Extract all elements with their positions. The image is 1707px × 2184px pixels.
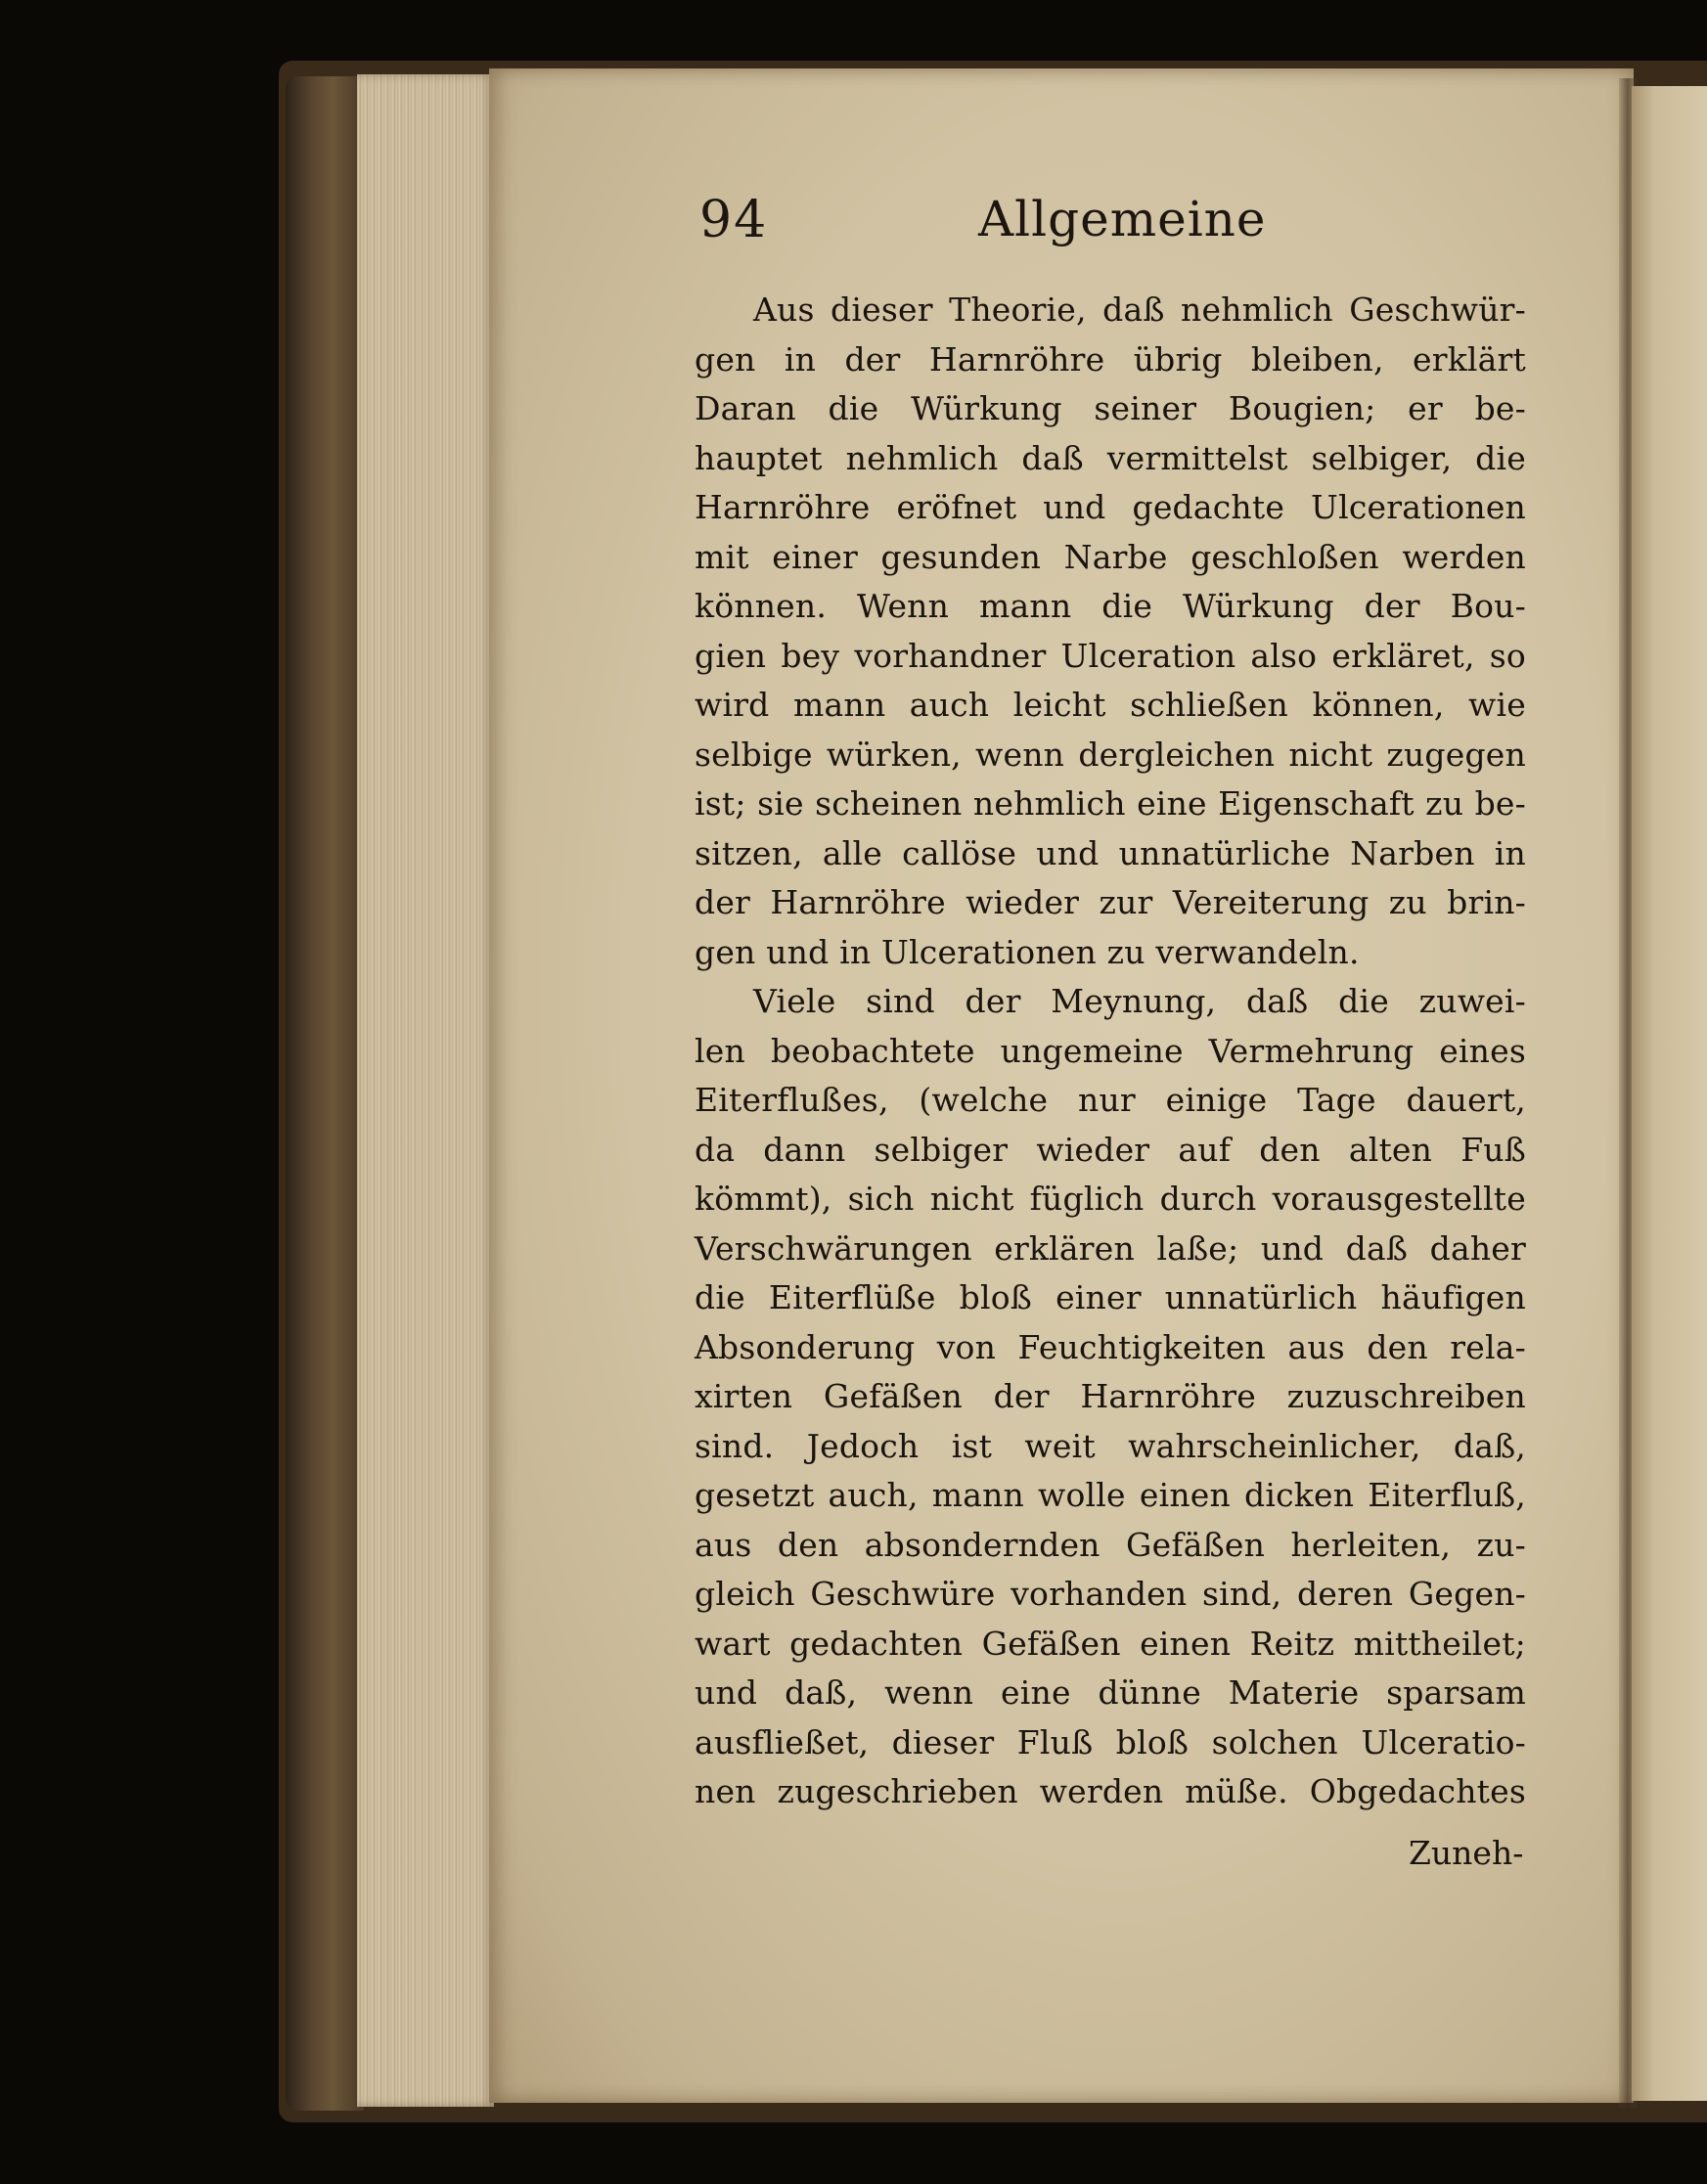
text-line: wird mann auch leicht schließen können, wie	[695, 686, 1526, 724]
page-number: 94	[699, 191, 769, 249]
text-line: selbige würken, wenn dergleichen nicht zugegen	[695, 735, 1526, 774]
text-line: gien bey vorhandner Ulceration also erkläret, so	[695, 636, 1526, 675]
text-line: Harnröhre eröfnet und gedachte Ulcerationen	[695, 488, 1526, 526]
page-header	[699, 191, 1531, 269]
text-line: ausfließet, dieser Fluß bloß solchen Ulceratio-	[695, 1722, 1526, 1761]
text-line: Absonderung von Feuchtigkeiten aus den rela-	[695, 1327, 1526, 1366]
text-line: aus den absondernden Gefäßen herleiten, zu-	[695, 1525, 1526, 1564]
text-line: Verschwärungen erklären laße; und daß daher	[695, 1228, 1526, 1268]
text-line: gleich Geschwüre vorhanden sind, deren Gegen-	[695, 1575, 1526, 1613]
right-page-edge	[1632, 86, 1707, 2101]
text-line: gen in der Harnröhre übrig bleiben, erklärt	[695, 339, 1526, 379]
text-line: kömmt), sich nicht füglich durch vorausgestellte	[695, 1180, 1526, 1218]
text-line: Viele sind der Meynung, daß die zuwei-	[753, 982, 1526, 1020]
text-line: die Eiterflüße bloß einer unnatürlich häufigen	[695, 1278, 1526, 1316]
text-line: der Harnröhre wieder zur Vereiterung zu brin-	[695, 883, 1526, 921]
book-spine-edge	[286, 76, 364, 2111]
text-line: gesetzt auch, mann wolle einen dicken Eiterfluß,	[695, 1476, 1526, 1514]
text-line: nen zugeschrieben werden müße. Obgedachtes	[695, 1772, 1526, 1810]
text-line: Daran die Würkung seiner Bougien; er be-	[695, 389, 1526, 427]
text-line: xirten Gefäßen der Harnröhre zuzuschreiben	[695, 1377, 1526, 1415]
text-line: und daß, wenn eine dünne Materie sparsam	[695, 1673, 1526, 1712]
text-line: da dann selbiger wieder auf den alten Fuß	[695, 1130, 1526, 1169]
text-line: len beobachtete ungemeine Vermehrung eines	[695, 1031, 1526, 1070]
text-line: sind. Jedoch ist weit wahrscheinlicher, daß,	[695, 1426, 1526, 1465]
text-line: Eiterflußes, (welche nur einige Tage dauert,	[695, 1081, 1526, 1119]
text-line: mit einer gesunden Narbe geschloßen werden	[695, 537, 1526, 576]
text-line: wart gedachten Gefäßen einen Reitz mittheilet;	[695, 1624, 1526, 1663]
page-stack-edge	[357, 74, 494, 2107]
text-line: Aus dieser Theorie, daß nehmlich Geschwür-	[753, 290, 1526, 329]
body-text	[695, 286, 1526, 1817]
text-line: gen und in Ulcerationen zu verwandeln.	[695, 932, 1360, 971]
catchword: Zuneh-	[1409, 1834, 1524, 1872]
text-line: sitzen, alle callöse und unnatürliche Narben in	[695, 833, 1526, 872]
text-line: ist; sie scheinen nehmlich eine Eigenschaft zu be-	[695, 784, 1526, 823]
running-head: Allgemeine	[978, 191, 1267, 247]
text-line: können. Wenn mann die Würkung der Bou-	[695, 587, 1526, 625]
text-line: hauptet nehmlich daß vermittelst selbiger, die	[695, 438, 1526, 477]
